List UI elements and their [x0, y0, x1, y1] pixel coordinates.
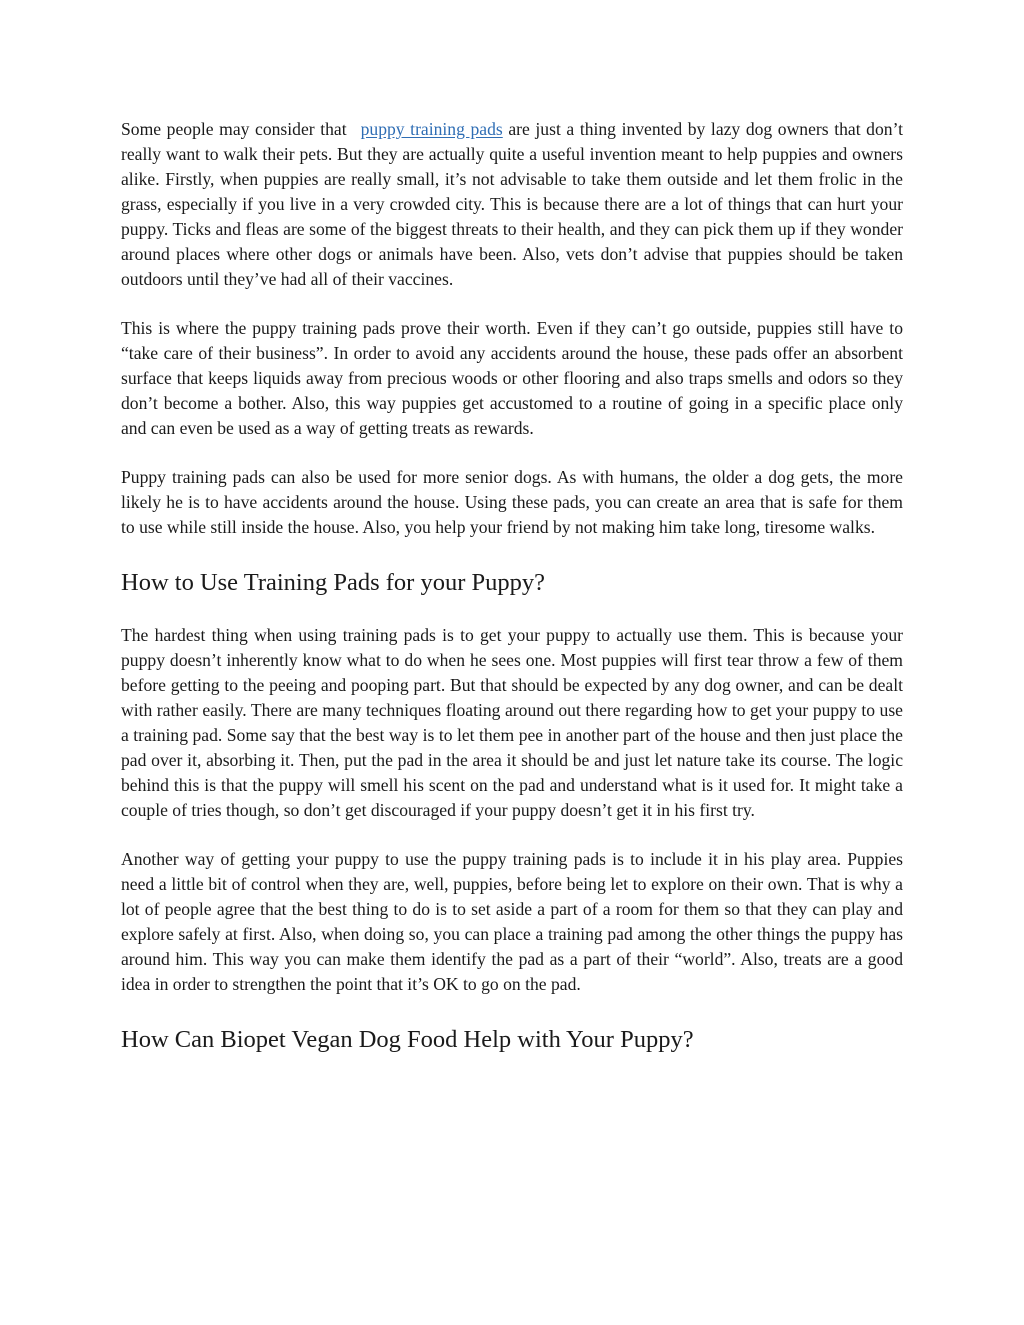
- paragraph-hardest-thing: The hardest thing when using training pads is to get your puppy to actually use them. This is because your puppy doesn’t inherently know what to do when he sees one. Most puppies will first tear throw a few of them before getting to the peeing and pooping part. But that should be expected by any dog owner, and can be dealt with rather easily. There are many techniques floating around out there regarding how to get your puppy to use a training pad. Some say that the best way is to let them pee in another part of the house and then just place the pad over it, absorbing it. Then, put the pad in the area it should be and just let nature take its course. The logic behind this is that the puppy will smell his scent on the pad and understand what is it used for. It might take a couple of tries though, so don’t get discouraged if your puppy doesn’t get it in his first try.: [121, 625, 903, 820]
- puppy-training-pads-link[interactable]: puppy training pads: [360, 119, 503, 139]
- paragraph-intro: [121, 117, 903, 292]
- paragraph-worth: This is where the puppy training pads prove their worth. Even if they can’t go outside, puppies still have to “take care of their business”. In order to avoid any accidents around the house, these pads offer an absorbent surface that keeps liquids away from precious woods or other flooring and also traps smells and odors so they don’t become a bother. Also, this way puppies get accustomed to a routine of going in a specific place only and can even be used as a way of getting treats as rewards.: [121, 318, 903, 438]
- paragraph-intro-rest: are just a thing invented by lazy dog owners that don’t really want to walk their pets. But they are actually quite a useful invention meant to help puppies and owners alike. Firstly, when puppies are really small, it’s not advisable to take them outside and let them frolic in the grass, especially if you live in a very crowded city. This is because there are a lot of things that can hurt your puppy. Ticks and fleas are some of the biggest threats to their health, and they can pick them up if they wonder around places where other dogs or animals have been. Also, vets don’t advise that puppies should be taken outdoors until they’ve had all of their vaccines.: [121, 119, 903, 289]
- spacer: [121, 292, 903, 316]
- spacer: [121, 997, 903, 1025]
- document-page: [121, 117, 903, 1055]
- paragraph-play-area: Another way of getting your puppy to use the puppy training pads is to include it in his play area. Puppies need a little bit of control when they are, well, puppies, before being let to explore on their own. That is why a lot of people agree that the best thing to do is to set aside a part of a room for them so that they can play and explore safely at first. Also, when doing so, you can place a training pad among the other things the puppy has around him. This way you can make them identify the pad as a part of their “world”. Also, treats are a good idea in order to strengthen the point that it’s OK to go on the pad.: [121, 849, 903, 994]
- heading-biopet-vegan: How Can Biopet Vegan Dog Food Help with Your Puppy?: [121, 1026, 694, 1053]
- spacer: [121, 441, 903, 465]
- spacer: [121, 598, 903, 623]
- spacer: [121, 823, 903, 847]
- paragraph-senior-dogs: Puppy training pads can also be used for more senior dogs. As with humans, the older a dog gets, the more likely he is to have accidents around the house. Using these pads, you can create an area that is safe for them to use while still inside the house. Also, you help your friend by not making him take long, tiresome walks.: [121, 467, 903, 537]
- spacer: [121, 540, 903, 568]
- heading-how-to-use: How to Use Training Pads for your Puppy?: [121, 569, 545, 596]
- paragraph-intro-lead: Some people may consider that: [121, 119, 347, 139]
